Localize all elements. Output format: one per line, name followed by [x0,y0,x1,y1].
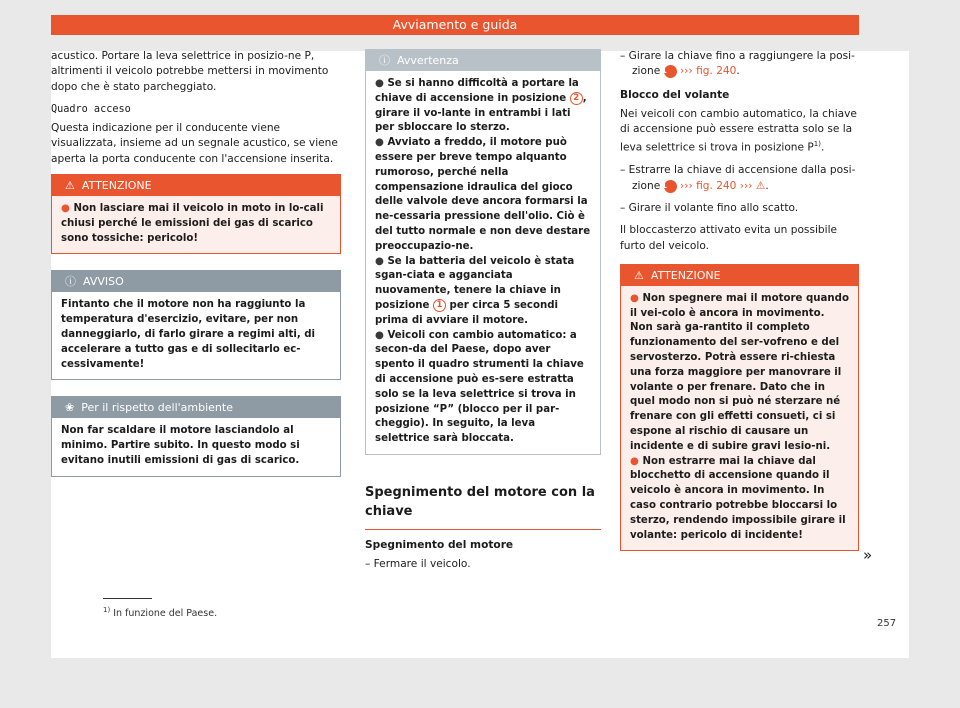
warning-header [621,265,858,286]
warning-triangle-icon: ⚠ [65,179,75,193]
environment-title: Per il rispetto dell'ambiente [81,401,233,415]
advice-bullet [375,329,591,447]
position-1-badge: 1 [433,299,446,312]
footnote-divider [103,598,152,599]
message-paragraph: Questa indicazione per il conducente viene visualizzata, insieme ad un segnale acustico, se viene aperta la porta conducente con l'accensione inserita. [51,122,338,165]
step-text: Girare il volante fino allo scatto. [628,201,799,214]
figure-link-arrows[interactable]: ››› [679,179,693,192]
footnote [103,606,217,619]
section-title: Spegnimento del motore con la chiave [365,483,601,530]
dash-icon: – [620,50,629,62]
bullet-icon: ● [375,137,388,149]
dash-icon: – [365,558,374,571]
dash-icon: – [620,201,629,214]
bullet-icon: ● [630,292,643,304]
column-middle [365,49,601,580]
page-number: 257 [877,618,897,629]
step-text: Fermare il veicolo. [373,558,471,571]
warning-triangle-icon[interactable]: ⚠ [755,179,766,192]
step-text: Estrarre la chiave di accensione dalla posi-zione [628,164,856,192]
advice-text: Se la batteria del veicolo è stata sgan-ciata e agganciata nuovamente, tenere la chiave in posizione [375,255,575,311]
advice-title: Avvertenza [397,54,459,67]
warning-bullet [630,455,849,544]
figure-link-arrows[interactable]: ››› [679,65,693,78]
warning-text: Non estrarre mai la chiave dal blocchetto di accensione quando il veicolo è ancora in movimento. In caso contrario potrebbe bloccarsi lo sterzo, rendendo impossibile girare il volante: pericolo di incidente! [630,455,846,541]
subheading-steering-lock: Blocco del volante [620,88,730,101]
advice-bullet [375,136,591,254]
continue-arrow-icon: » [863,546,873,564]
footnote-ref[interactable]: 1) [813,140,821,149]
warning-triangle-icon: ⚠ [634,268,644,282]
environment-header [52,397,340,418]
position-2-badge: 2 [570,92,583,105]
warning-text: Non lasciare mai il veicolo in moto in lo-cali chiusi perché le emissioni dei gas di scarico sono tossiche: pericolo! [61,203,324,244]
footnote-mark: 1) [103,606,111,614]
environment-flower-icon: ❀ [65,401,75,415]
column-right [620,49,859,551]
step-item [365,557,601,572]
warning-text: Non spegnere mai il motore quando il vei-colo è ancora in movimento. Non sarà ga-rantito il completo funzionamento del ser-vofreno e del servosterzo. Potrà essere ri-chiesta una forza maggiore per manovrare il volante o per frenare. Dato che in quel modo non si può né sterzare né frenare con gli effetti consueti, ci si espone al rischio di causare un incidente e di subire gravi lesio-ni. [630,292,849,452]
paragraph-text: Nei veicoli con cambio automatico, la chiave di accensione può essere estratta solo se la leva selettrice si trova in posizione P [620,107,857,155]
notice-box [51,270,341,380]
warning-bullet [630,292,849,455]
bullet-icon: ● [375,78,388,89]
advice-bullet [375,77,591,136]
bullet-icon: ● [61,203,74,215]
dash-icon: – [620,164,629,177]
advice-text: Veicoli con cambio automatico: a secon-da del Paese, dopo aver spento il quadro strumenti la chiave di accensione può es-sere estratta solo se la leva selettrice si trova in posizione “P” (blocco per il par-cheggio). In seguito, la leva selettrice sarà bloccata. [375,329,584,445]
advice-text: Avviato a freddo, il motore può essere per breve tempo alquanto rumoroso, perché nella compensazione idraulica del gioco delle valvole deve ancora formarsi la ne-cessaria pressione dell'olio. Ciò è del tutto normale e non deve destare preoccupazio-ne. [375,137,591,252]
position-1-badge: 1 [664,180,677,193]
subheading-engine-off: Spegnimento del motore [365,538,514,551]
advice-text: per circa 5 secondi prima di avviare il motore. [375,299,559,326]
position-1-badge: 1 [664,65,677,78]
notice-title: AVVISO [83,275,124,289]
bullet-icon: ● [375,329,388,341]
advice-text: Se si hanno difficoltà a portare la chiave di accensione in posizione [375,78,579,104]
warning-title: ATTENZIONE [81,179,152,193]
advice-bullet [375,255,591,329]
step-item [620,201,859,216]
warning-header [52,175,340,196]
bullet-icon: ● [630,455,643,467]
warning-box [51,174,341,254]
steering-lock-paragraph: Nei veicoli con cambio automatico, la chiave di accensione può essere estratta solo se la leva selettrice si trova in posizione $P^{1)}$. [620,107,857,155]
advice-box [365,49,601,455]
advice-header [366,50,600,71]
environment-box [51,396,341,476]
warning-title: ATTENZIONE [650,268,721,282]
advice-text: , girare il vo-lante in entrambi i lati per sbloccare lo sterzo. [375,92,587,134]
footnote-text: In funzione del Paese. [113,608,218,620]
warning-body [52,196,340,253]
column-left [51,49,341,477]
anti-theft-paragraph: Il bloccasterzo attivato evita un possibile furto del veicolo. [620,224,838,252]
notice-text: Fintanto che il motore non ha raggiunto la temperatura d'esercizio, evitare, per non danneggiarlo, di farlo girare a regimi alti, di accelerare a tutto gas e di sollecitarlo ec-cessivamente! [61,299,316,370]
advice-body [366,71,600,454]
figure-link[interactable]: fig. 240 [696,179,737,192]
environment-text: Non far scaldare il motore lasciandolo al minimo. Partire subito. In questo modo si evitano inutili emissioni di gas di scarico. [61,425,300,467]
step-item: – Estrarre la chiave di accensione dalla posi-zione 1 ››› fig. 240 ››› ⚠. [620,164,856,192]
step-text: Girare la chiave fino a raggiungere la posi-zione [628,50,855,78]
message-heading: Quadro acceso [51,103,131,115]
figure-link[interactable]: fig. 240 [696,65,737,78]
info-circle-icon: ⓘ [65,275,76,289]
chapter-header: Avviamento e guida [51,15,859,35]
warning-body [621,286,858,551]
notice-header [52,271,340,292]
info-square-icon: ⓘ [379,54,390,67]
bullet-icon: ● [375,255,388,267]
intro-paragraph: acustico. Portare la leva selettrice in posizio-ne P, altrimenti il veicolo potrebbe mettersi in movimento dopo che è stato parcheggiato. [51,50,329,93]
warning-link-arrows[interactable]: ››› [739,179,753,192]
warning-box [620,264,859,552]
step-item: – Girare la chiave fino a raggiungere la posi-zione 1 ››› fig. 240. [620,50,855,78]
